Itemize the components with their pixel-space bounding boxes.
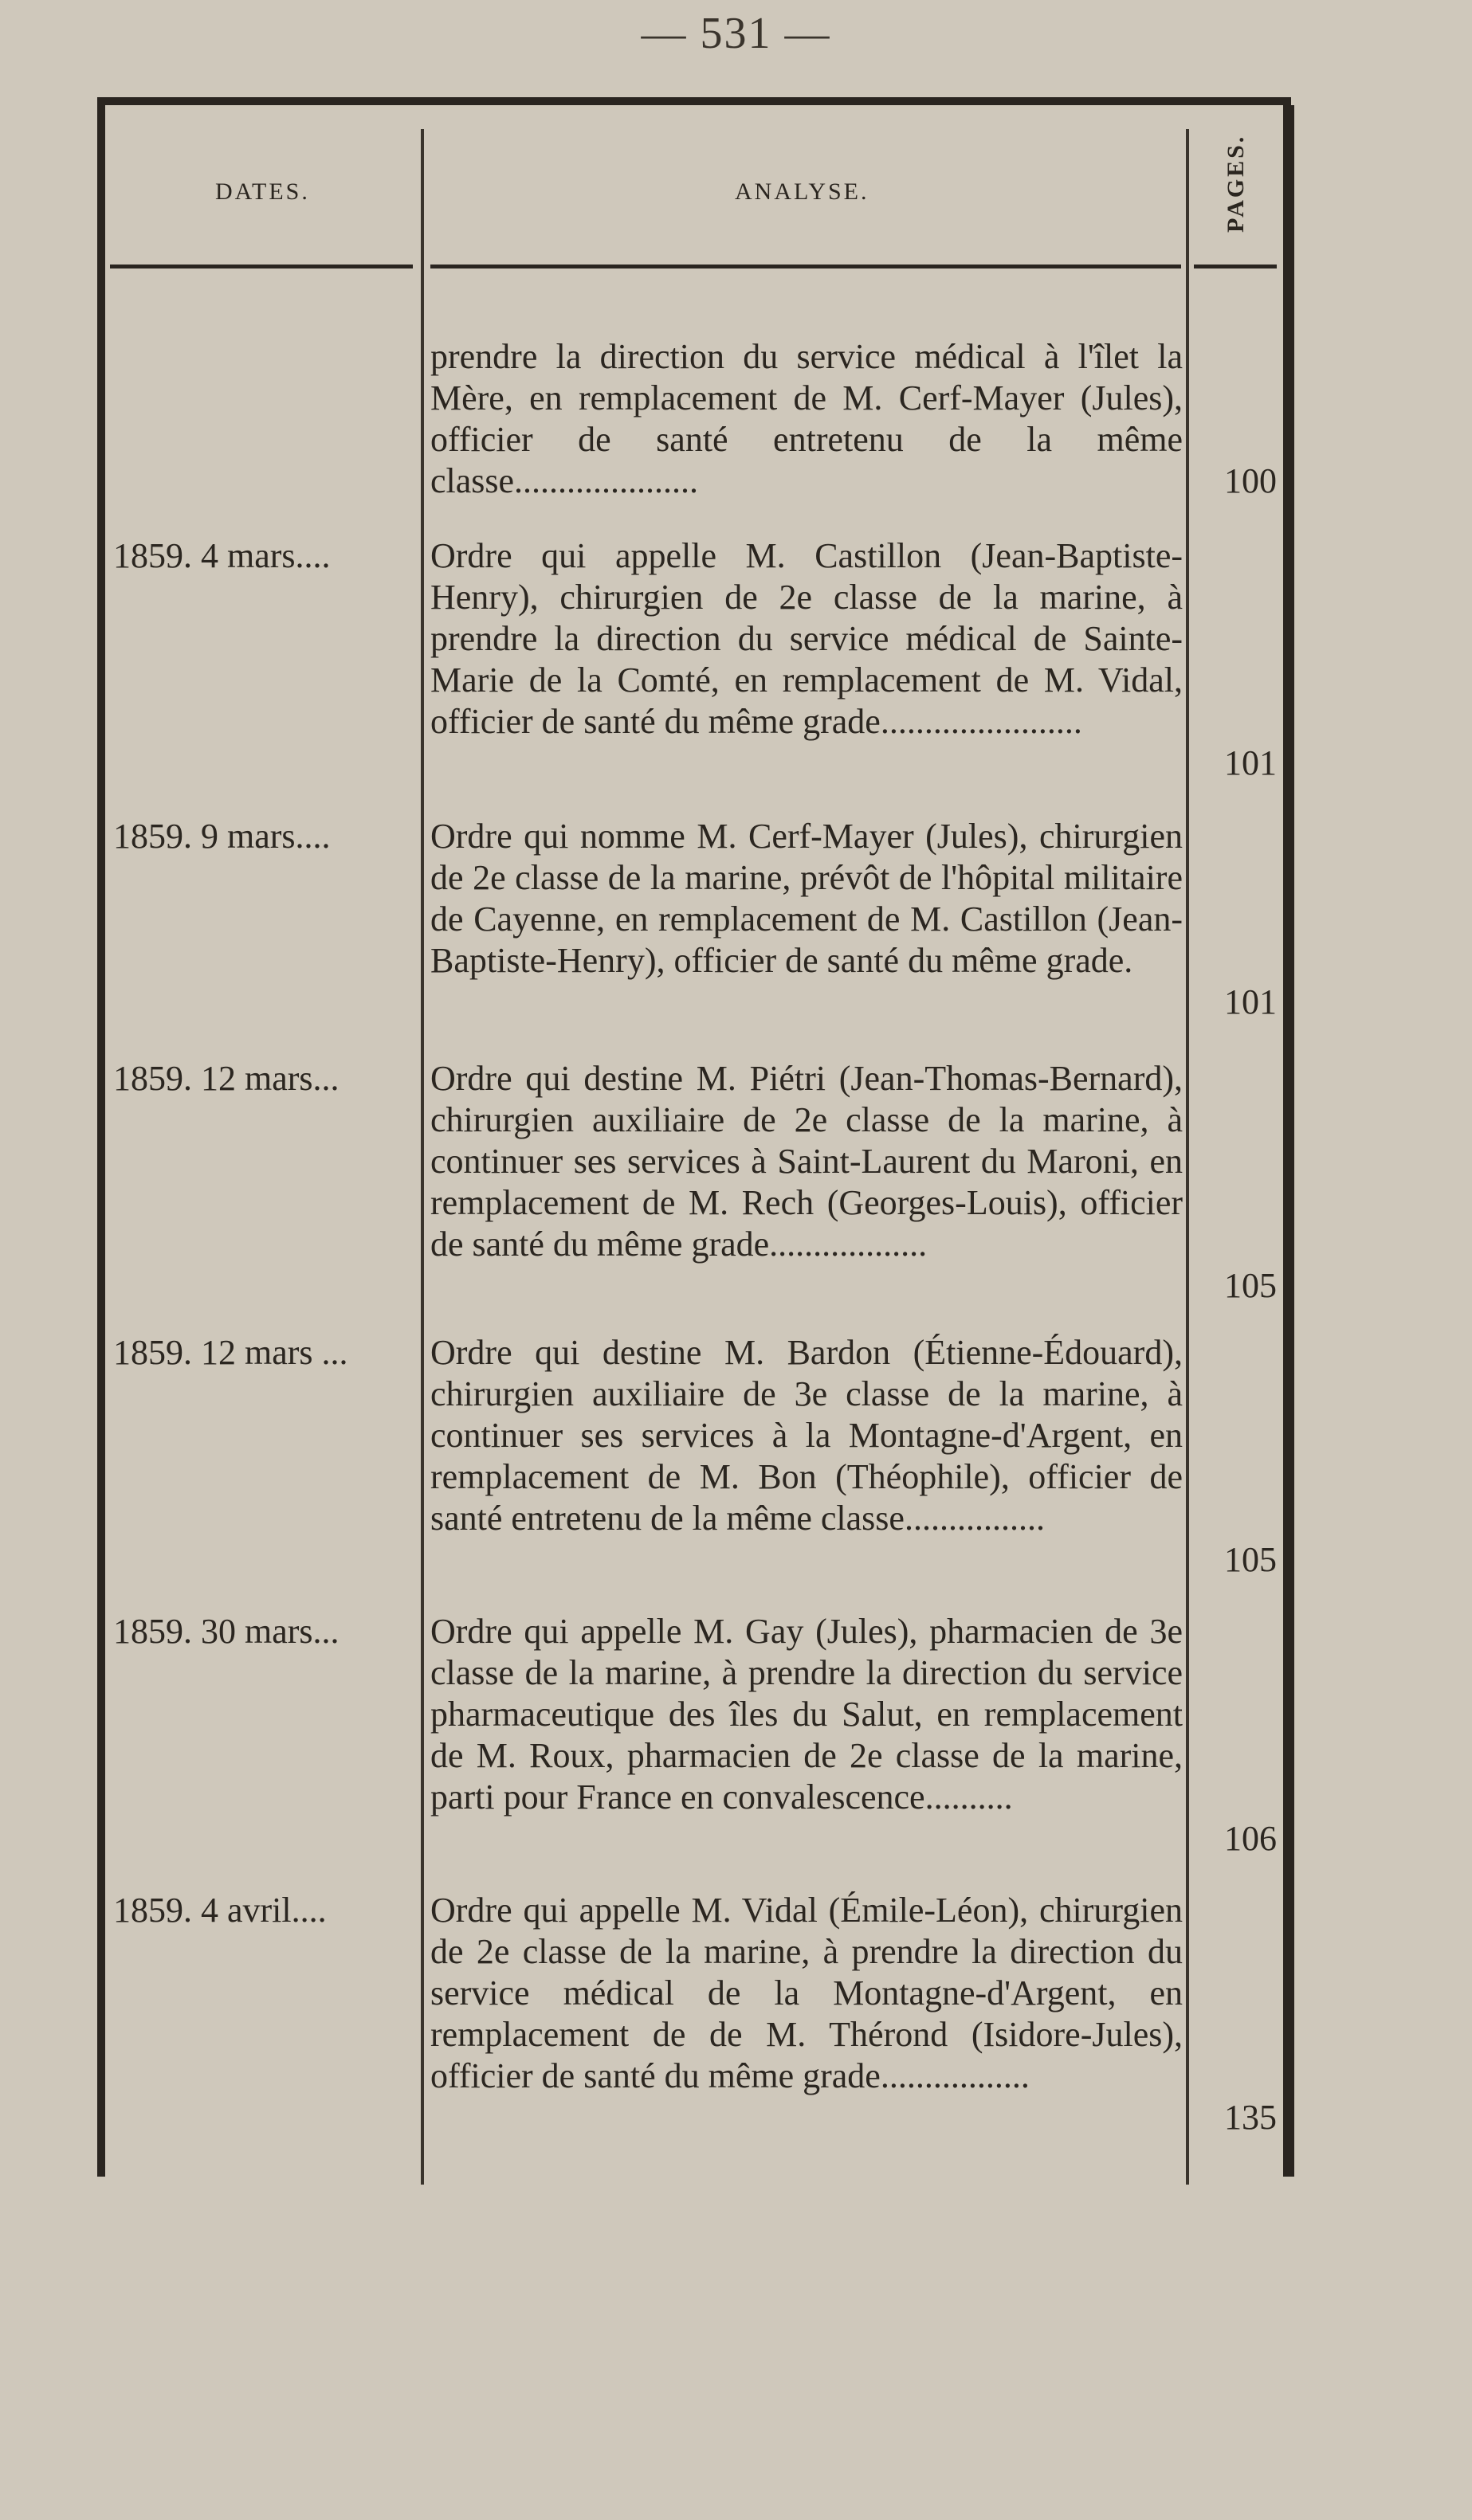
header-rule-pages — [1194, 265, 1277, 268]
entry-page: 105 — [1224, 1266, 1277, 1305]
entry-date: 1859. 4 avril.... — [113, 1891, 327, 1930]
entry-analysis: Ordre qui nomme M. Cerf-Mayer (Jules), chirurgien de 2e classe de la marine, prévôt de l'hôpital militaire de Cayenne, en remplacement de M. Castillon (Jean-Baptiste-Henry), officier de santé du même grade. — [430, 817, 1183, 980]
entry-date: 1859. 12 mars... — [113, 1059, 340, 1098]
entry-page: 105 — [1224, 1540, 1277, 1579]
header-rule-analyse — [430, 265, 1181, 268]
entry-analysis: Ordre qui destine M. Bardon (Étienne-Édouard), chirurgien auxiliaire de 3e classe de la marine, à continuer ses services à la Montagne-d'Argent, en remplacement de M. Bon (Théophile), officier de santé entretenu de la même classe................ — [430, 1333, 1183, 1538]
entry-analysis: prendre la direction du service médical à l'îlet la Mère, en remplacement de M. Cerf-Mayer (Jules), officier de santé entretenu de la même classe..................... — [430, 337, 1183, 500]
entry-date: 1859. 30 mars... — [113, 1612, 340, 1651]
right-rule — [1283, 105, 1294, 2177]
left-rule — [97, 105, 105, 2177]
entry-page: 106 — [1224, 1819, 1277, 1858]
entry-analysis: Ordre qui appelle M. Gay (Jules), pharmacien de 3e classe de la marine, à prendre la direction du service pharmaceutique des îles du Salut, en remplacement de M. Roux, pharmacien de 2e classe de la marine, parti pour France en convalescence.......... — [430, 1612, 1183, 1817]
table-frame — [97, 97, 1291, 2177]
entry-analysis: Ordre qui appelle M. Castillon (Jean-Baptiste-Henry), chirurgien de 2e classe de la marine, à prendre la direction du service médical de Sainte-Marie de la Comté, en remplacement de M. Vidal, officier de santé du même grade....................... — [430, 536, 1183, 741]
page-number: — 531 — — [641, 9, 831, 58]
entry-date: 1859. 12 mars ... — [113, 1333, 348, 1372]
column-divider-pages — [1186, 129, 1189, 2185]
column-divider-dates — [421, 129, 424, 2185]
entry-date: 1859. 9 mars.... — [113, 817, 331, 856]
header-pages: PAGES. — [1223, 134, 1249, 233]
entry-page: 135 — [1224, 2098, 1277, 2137]
header-dates: DATES. — [215, 178, 310, 205]
entry-date: 1859. 4 mars.... — [113, 536, 331, 575]
header-analyse: ANALYSE. — [735, 178, 869, 205]
entry-analysis: Ordre qui appelle M. Vidal (Émile-Léon), chirurgien de 2e classe de la marine, à prendre la direction du service médical de la Montagne-d'Argent, en remplacement de de M. Thérond (Isidore-Jules), officier de santé du même grade................. — [430, 1891, 1183, 2095]
entry-page: 100 — [1224, 461, 1277, 500]
header-rule-dates — [110, 265, 413, 268]
entry-analysis: Ordre qui destine M. Piétri (Jean-Thomas-Bernard), chirurgien auxiliaire de 2e classe de la marine, à continuer ses services à Saint-Laurent du Maroni, en remplacement de M. Rech (Georges-Louis), officier de santé du même grade.................. — [430, 1059, 1183, 1264]
entry-page: 101 — [1224, 743, 1277, 782]
entry-page: 101 — [1224, 982, 1277, 1021]
